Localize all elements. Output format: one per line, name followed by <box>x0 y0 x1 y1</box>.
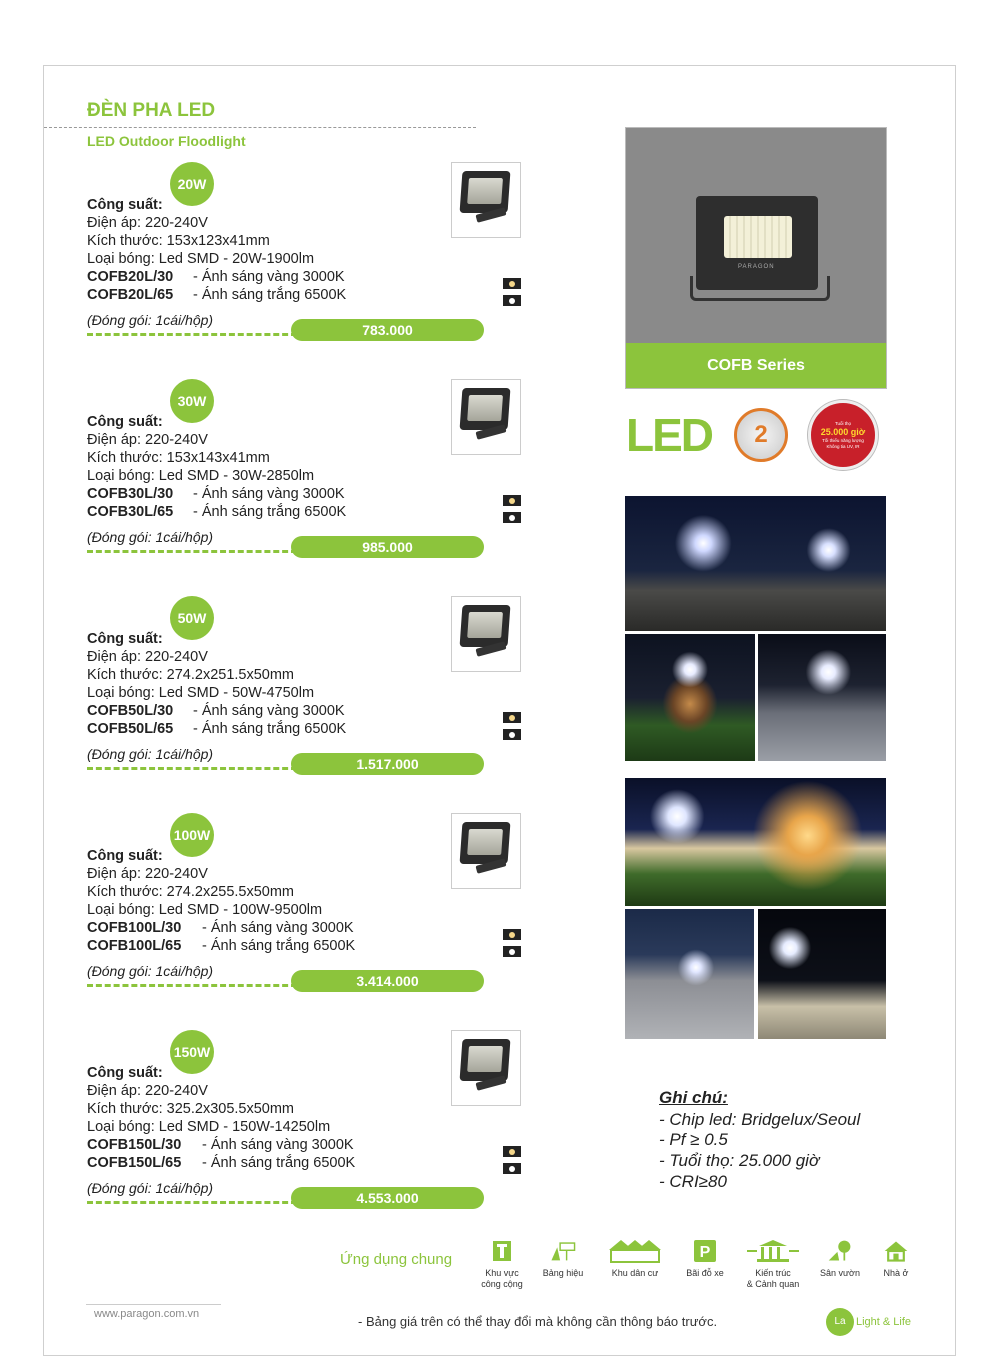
packaging: (Đóng gói: 1cái/hộp) <box>87 1180 214 1196</box>
footer-divider <box>86 1304 221 1305</box>
product-specs <box>87 1064 355 1172</box>
fixture-brand: PARAGON <box>738 264 775 270</box>
life-hours: 25.000 giờ <box>820 427 866 437</box>
desc-white: - Ánh sáng trắng 6500K <box>189 504 347 520</box>
photo-garden-cabin <box>625 634 755 761</box>
note-item: - CRI≥80 <box>659 1172 727 1191</box>
photo-warehouse <box>625 909 754 1039</box>
app-label-line1: Nhà ở <box>883 1268 909 1278</box>
white-light-icon <box>503 729 521 740</box>
product-specs <box>87 630 346 738</box>
bulb-type: Loại bóng: Led SMD - 100W-9500lm <box>87 902 323 918</box>
price-tag: 1.517.000 <box>291 753 484 775</box>
code-white: COFB30L/65 <box>87 504 174 520</box>
desc-warm: - Ánh sáng vàng 3000K <box>198 1137 354 1153</box>
price-divider <box>87 550 297 553</box>
watt-badge: 150W <box>170 1030 214 1074</box>
app-residential <box>604 1238 666 1279</box>
white-light-icon <box>503 1163 521 1174</box>
bulb-type: Loại bóng: Led SMD - 30W-2850lm <box>87 468 315 484</box>
app-label-line1: Bãi đỗ xe <box>686 1268 724 1278</box>
code-warm: COFB30L/30 <box>87 486 174 502</box>
life-line1: Tuổi thọ <box>834 421 852 426</box>
product-specs <box>87 413 346 521</box>
photo-mansion <box>625 778 886 906</box>
watt-badge: 30W <box>170 379 214 423</box>
code-warm: COFB150L/30 <box>87 1137 182 1153</box>
life-line3: Không tia UV, IR <box>826 444 860 449</box>
mount-bracket <box>690 276 830 301</box>
price-divider <box>87 333 297 336</box>
title-divider <box>44 127 476 128</box>
voltage: Điện áp: 220-240V <box>87 215 208 231</box>
page-subtitle: LED Outdoor Floodlight <box>87 133 246 149</box>
code-white: COFB150L/65 <box>87 1155 182 1171</box>
white-light-icon <box>503 295 521 306</box>
price-tag: 4.553.000 <box>291 1187 484 1209</box>
price-tag: 783.000 <box>291 319 484 341</box>
packaging: (Đóng gói: 1cái/hộp) <box>87 312 214 328</box>
voltage: Điện áp: 220-240V <box>87 432 208 448</box>
lifetime-badge <box>808 400 878 470</box>
dimensions: Kích thước: 153x123x41mm <box>87 233 270 249</box>
street-light-icon <box>489 1238 515 1264</box>
desc-white: - Ánh sáng trắng 6500K <box>198 938 356 954</box>
product-30w <box>0 379 560 579</box>
app-label-line1: Kiến trúc <box>755 1268 791 1278</box>
product-20w <box>0 162 560 362</box>
price-tag: 985.000 <box>291 536 484 558</box>
app-label-line1: Khu dân cư <box>611 1268 659 1278</box>
desc-white: - Ánh sáng trắng 6500K <box>189 721 347 737</box>
warm-light-icon <box>503 712 521 723</box>
led-logo: LED <box>626 409 712 461</box>
code-warm: COFB20L/30 <box>87 269 174 285</box>
warm-light-icon <box>503 278 521 289</box>
applications-label: Ứng dụng chung <box>340 1251 453 1268</box>
product-specs <box>87 196 346 304</box>
app-public-area <box>476 1238 528 1290</box>
bulb-type: Loại bóng: Led SMD - 150W-14250lm <box>87 1119 331 1135</box>
garden-icon <box>827 1238 853 1264</box>
power-label: Công suất: <box>87 631 163 647</box>
desc-white: - Ánh sáng trắng 6500K <box>198 1155 356 1171</box>
desc-warm: - Ánh sáng vàng 3000K <box>189 269 345 285</box>
dimensions: Kích thước: 274.2x255.5x50mm <box>87 884 295 900</box>
svg-text:P: P <box>699 1244 711 1261</box>
code-warm: COFB100L/30 <box>87 920 182 936</box>
product-150w <box>0 1030 560 1230</box>
brand-logo: La <box>826 1308 854 1336</box>
photo-building-yard <box>758 634 886 761</box>
watt-badge: 20W <box>170 162 214 206</box>
app-house <box>874 1238 918 1279</box>
desc-warm: - Ánh sáng vàng 3000K <box>198 920 354 936</box>
floodlight-thumbnail <box>451 1030 521 1106</box>
watt-badge: 100W <box>170 813 214 857</box>
parking-icon <box>692 1238 718 1264</box>
floodlight-thumbnail <box>451 379 521 455</box>
packaging: (Đóng gói: 1cái/hộp) <box>87 963 214 979</box>
desc-warm: - Ánh sáng vàng 3000K <box>189 486 345 502</box>
warm-light-icon <box>503 929 521 940</box>
product-100w <box>0 813 560 1013</box>
watt-badge: 50W <box>170 596 214 640</box>
power-label: Công suất: <box>87 1065 163 1081</box>
price-divider <box>87 1201 297 1204</box>
billboard-icon <box>550 1238 576 1264</box>
dimensions: Kích thước: 325.2x305.5x50mm <box>87 1101 295 1117</box>
note-item: - Tuổi thọ: 25.000 giờ <box>659 1151 820 1170</box>
app-garden <box>814 1238 866 1279</box>
app-label-line1: Bảng hiệu <box>542 1268 584 1278</box>
app-architecture <box>742 1238 804 1290</box>
price-tag: 3.414.000 <box>291 970 484 992</box>
note-item: - Chip led: Bridgelux/Seoul <box>659 1110 861 1129</box>
dimensions: Kích thước: 153x143x41mm <box>87 450 270 466</box>
desc-white: - Ánh sáng trắng 6500K <box>189 287 347 303</box>
photo-house-entrance <box>625 496 886 631</box>
voltage: Điện áp: 220-240V <box>87 1083 208 1099</box>
warm-light-icon <box>503 495 521 506</box>
price-divider <box>87 767 297 770</box>
floodlight-thumbnail <box>451 596 521 672</box>
price-disclaimer: - Bảng giá trên có thể thay đổi mà không cần thông báo trước. <box>358 1314 718 1329</box>
power-label: Công suất: <box>87 197 163 213</box>
code-warm: COFB50L/30 <box>87 703 174 719</box>
white-light-icon <box>503 512 521 523</box>
floodlight-thumbnail <box>451 813 521 889</box>
app-label-line1: Khu vực <box>485 1268 519 1278</box>
photo-court <box>758 909 886 1039</box>
desc-warm: - Ánh sáng vàng 3000K <box>189 703 345 719</box>
product-50w <box>0 596 560 796</box>
packaging: (Đóng gói: 1cái/hộp) <box>87 529 214 545</box>
voltage: Điện áp: 220-240V <box>87 649 208 665</box>
app-parking <box>680 1238 730 1279</box>
app-signage <box>536 1238 590 1279</box>
warranty-badge: 2 <box>734 408 788 462</box>
packaging: (Đóng gói: 1cái/hộp) <box>87 746 214 762</box>
power-label: Công suất: <box>87 848 163 864</box>
series-label: COFB Series <box>626 343 886 388</box>
code-white: COFB100L/65 <box>87 938 182 954</box>
floodlight-thumbnail <box>451 162 521 238</box>
code-white: COFB20L/65 <box>87 287 174 303</box>
bulb-type: Loại bóng: Led SMD - 50W-4750lm <box>87 685 315 701</box>
life-line2: Tối thiểu năng lượng <box>822 438 864 443</box>
app-label-line2: công cộng <box>481 1279 523 1289</box>
brand-tagline: Light & Life <box>856 1316 912 1328</box>
notes-title: Ghi chú: <box>659 1088 728 1107</box>
price-divider <box>87 984 297 987</box>
architecture-icon <box>745 1238 801 1264</box>
product-specs <box>87 847 355 955</box>
hero-product-image <box>625 127 887 389</box>
bulb-type: Loại bóng: Led SMD - 20W-1900lm <box>87 251 315 267</box>
voltage: Điện áp: 220-240V <box>87 866 208 882</box>
note-item: - Pf ≥ 0.5 <box>659 1130 728 1149</box>
website-link[interactable]: www.paragon.com.vn <box>94 1308 200 1320</box>
residential-icon <box>607 1238 663 1264</box>
page-title: ĐÈN PHA LED <box>87 100 216 121</box>
power-label: Công suất: <box>87 414 163 430</box>
code-white: COFB50L/65 <box>87 721 174 737</box>
white-light-icon <box>503 946 521 957</box>
house-icon <box>883 1238 909 1264</box>
dimensions: Kích thước: 274.2x251.5x50mm <box>87 667 295 683</box>
warm-light-icon <box>503 1146 521 1157</box>
app-label-line1: Sân vườn <box>820 1268 860 1278</box>
app-label-line2: & Cảnh quan <box>746 1279 800 1289</box>
